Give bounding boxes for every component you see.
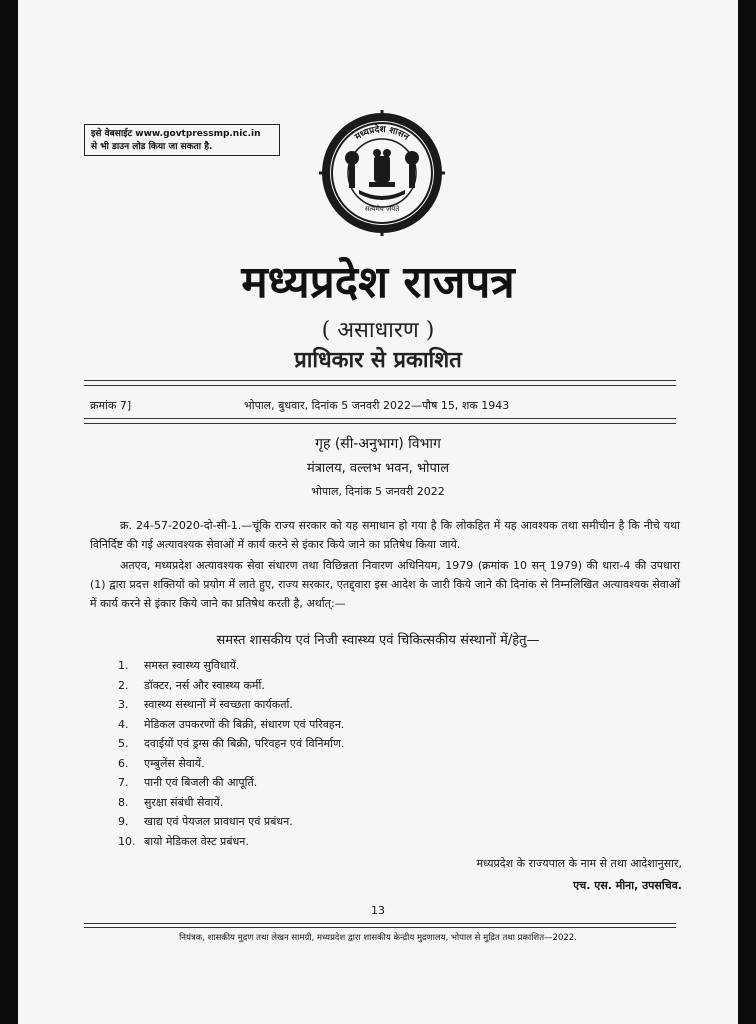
department-name: गृह (सी-अनुभाग) विभाग (315, 436, 441, 452)
gazette-authority: प्राधिकार से प्रकाशित (294, 347, 462, 373)
services-list (118, 658, 344, 853)
list-item: 3. स्वास्थ्य संस्थानों में स्वच्छता कार्यकर्ता. (118, 698, 293, 711)
list-item: 8. सुरक्षा संबंधी सेवायें. (118, 795, 224, 809)
emblem-motto: सत्यमेव जयते (364, 205, 400, 213)
divider-mid-1 (84, 418, 676, 419)
website-note-line1: इसे वेबसाईट www.govtpressmp.nic.in (91, 129, 261, 139)
list-item: 9. खाद्य एवं पेयजल प्रावधान एवं प्रबंधन. (118, 815, 293, 828)
signature-line-2: एच. एस. मीना, उपसचिव. (573, 879, 682, 892)
gazette-page (18, 0, 738, 1024)
list-heading: समस्त शासकीय एवं निजी स्वास्थ्य एवं चिकित्सकीय संस्थानों में/हेतु— (216, 633, 540, 648)
website-note-box (84, 124, 280, 156)
list-item: 10. बायो मेडिकल वेस्ट प्रबंधन. (118, 834, 249, 848)
list-item: 5. दवाईयों एवं ड्रग्स की बिक्री, परिवहन एवं विनिर्माण. (118, 737, 345, 750)
gazette-subtitle: ( असाधारण ) (321, 318, 435, 343)
state-emblem-icon (319, 110, 445, 236)
page-number: 13 (371, 904, 385, 917)
issue-date: भोपाल, बुधवार, दिनांक 5 जनवरी 2022—पौष 15, शक 1943 (244, 399, 510, 412)
list-item: 4. मेडिकल उपकरणों की बिक्री, संधारण एवं परिवहन. (118, 717, 345, 731)
issue-number: क्रमांक 7] (90, 399, 132, 412)
list-item: 6. एम्बुलेंस सेवायें. (118, 756, 205, 770)
divider-footer-2 (84, 927, 676, 928)
order-date: भोपाल, दिनांक 5 जनवरी 2022 (311, 485, 445, 498)
signature-line-1: मध्यप्रदेश के राज्यपाल के नाम से तथा आदेशानुसार, (476, 857, 682, 870)
divider-footer-1 (84, 923, 676, 924)
list-item: 7. पानी एवं बिजली की आपूर्ति. (118, 776, 258, 789)
printer-footer: नियंत्रक, शासकीय मुद्रण तथा लेखन सामग्री, मध्यप्रदेश द्वारा शासकीय केन्द्रीय मुद्रणालय, भोपाल से मुद्रित तथा प्रकाशित—2022. (179, 933, 577, 943)
divider-mid-2 (84, 423, 676, 424)
emblem-top-text: मध्यप्रदेश शासन (353, 124, 411, 143)
order-paragraph-1: क्र. 24-57-2020-दो-सी-1.—चूंकि राज्य सरकार को यह समाधान हो गया है कि लोकहित में यह आवश्यक तथा समीचीन है कि नीचे यथा विनिर्दिष्ट की गई अत्यावश्यक सेवाओं में कार्य करने से इंकार किये जाने का प्रतिषेध किया जाये. (90, 519, 680, 551)
order-paragraph-2: अतएव, मध्यप्रदेश अत्यावश्यक सेवा संधारण तथा विछिन्नता निवारण अधिनियम, 1979 (क्रमांक 10 सन् 1979) की धारा-4 की उपधारा (1) द्वारा प्रदत्त शक्तियों को प्रयोग में लाते हुए, राज्य सरकार, एतद्द्वारा इस आदेश के जारी किये जाने की दिनांक से निम्नलिखित अत्यावश्यक सेवाओं में कार्य करने से इंकार किये जाने का प्रतिषेध करती है, अर्थात्:— (90, 559, 680, 610)
gazette-title: मध्यप्रदेश राजपत्र (241, 257, 515, 308)
divider-top-2 (84, 385, 676, 386)
office-address: मंत्रालय, वल्लभ भवन, भोपाल (306, 461, 450, 476)
website-note-line2: से भी डाउन लोड किया जा सकता है. (91, 142, 213, 152)
list-item: 2. डॉक्टर, नर्स और स्वास्थ्य कर्मी. (118, 678, 265, 692)
list-item: 1. समस्त स्वास्थ्य सुविधायें. (118, 659, 240, 672)
divider-top-1 (84, 380, 676, 381)
